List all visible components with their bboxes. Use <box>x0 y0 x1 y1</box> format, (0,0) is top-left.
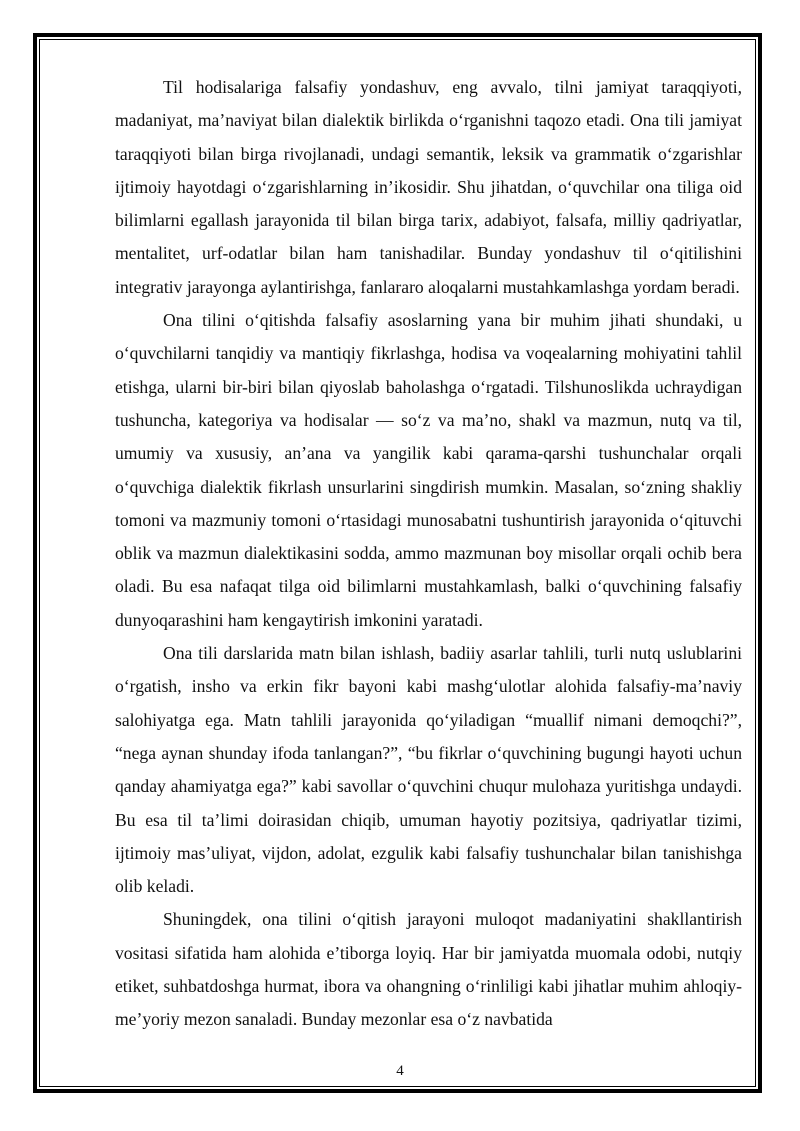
document-body <box>115 71 742 1037</box>
page-number: 4 <box>396 1063 404 1079</box>
paragraph: Ona tili darslarida matn bilan ishlash, badiiy asarlar tahlili, turli nutq uslublarini o‘rgatish, insho va erkin fikr bayoni kabi mashg‘ulotlar alohida falsafiy-ma’naviy salohiyatga ega. Matn tahlili jarayonida qo‘yiladigan “muallif nimani demoqchi?”, “nega aynan shunday ifoda tanlangan?”, “bu fikrlar o‘quvchining bugungi hayoti uchun qanday ahamiyatga ega?” kabi savollar o‘quvchini chuqur mulohaza yuritishga undaydi. Bu esa til ta’limi doirasidan chiqib, umuman hayotiy pozitsiya, qadriyatlar tizimi, ijtimoiy mas’uliyat, vijdon, adolat, ezgulik kabi falsafiy tushunchalar bilan tanishishga olib keladi. <box>115 643 742 897</box>
paragraph: Til hodisalariga falsafiy yondashuv, eng avvalo, tilni jamiyat taraqqiyoti, madaniyat, ma’naviyat bilan dialektik birlikda o‘rganishni taqozo etadi. Ona tili jamiyat taraqqiyoti bilan birga rivojlanadi, undagi semantik, leksik va grammatik o‘zgarishlar ijtimoiy hayotdagi o‘zgarishlarning in’ikosidir. Shu jihatdan, o‘quvchilar ona tiliga oid bilimlarni egallash jarayonida til bilan birga tarix, adabiyot, falsafa, milliy qadriyatlar, mentalitet, urf-odatlar bilan ham tanishadilar. Bunday yondashuv til o‘qitilishini integrativ jarayonga aylantirishga, fanlararo aloqalarni mustahkamlashga yordam beradi. <box>115 77 742 297</box>
paragraph: Shuningdek, ona tilini o‘qitish jarayoni muloqot madaniyatini shakllantirish vositasi sifatida ham alohida e’tiborga loyiq. Har bir jamiyatda muomala odobi, nutqiy etiket, suhbatdoshga hurmat, ibora va ohangning o‘rinliligi kabi jihatlar muhim ahloqiy-me’yoriy mezon sanaladi. Bunday mezonlar esa o‘z navbatida <box>115 909 742 1030</box>
paragraph: Ona tilini o‘qitishda falsafiy asoslarning yana bir muhim jihati shundaki, u o‘quvchilarni tanqidiy va mantiqiy fikrlashga, hodisa va voqealarning mohiyatini tahlil etishga, ularni bir-biri bilan qiyoslab baholashga o‘rgatadi. Tilshunoslikda uchraydigan tushuncha, kategoriya va hodisalar — so‘z va ma’no, shakl va mazmun, nutq va til, umumiy va xususiy, an’ana va yangilik kabi qarama-qarshi tushunchalar orqali o‘quvchiga dialektik fikrlash unsurlarini singdirish mumkin. Masalan, so‘zning shakliy tomoni va mazmuniy tomoni o‘rtasidagi munosabatni tushuntirish jarayonida o‘qituvchi oblik va mazmun dialektikasini sodda, ammo mazmunan boy misollar orqali ochib bera oladi. Bu esa nafaqat tilga oid bilimlarni mustahkamlash, balki o‘quvchining falsafiy dunyoqarashini ham kengaytirish imkonini yaratadi. <box>115 310 742 630</box>
